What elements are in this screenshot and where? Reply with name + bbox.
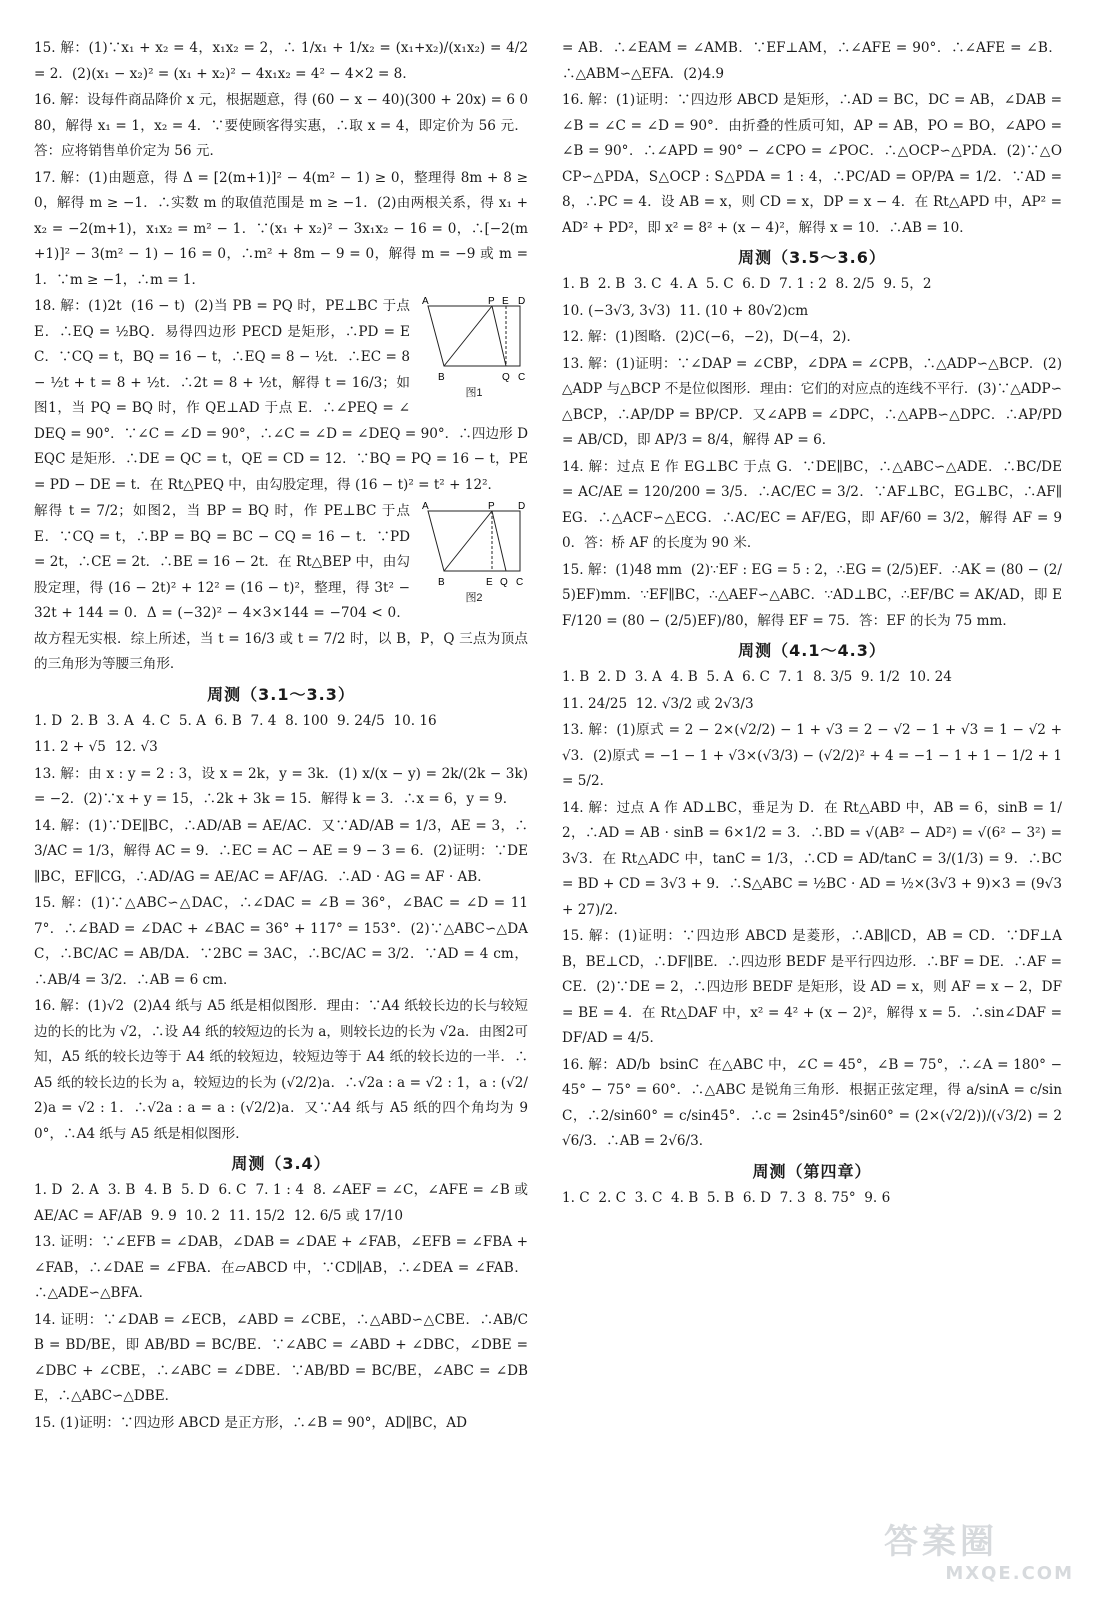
figure-group [420, 296, 528, 406]
figure-1-caption: 图1 [465, 387, 483, 399]
svg-text:B: B [438, 577, 445, 588]
site-watermark [884, 1514, 1074, 1592]
answer-4-1-13: 13. 解：(1)原式 = 2 − 2×(√2/2) − 1 + √3 = 2 − √2 − 1 + √3 = 1 − √2 + √3．(2)原式 = −1 − 1 + √3×(√3/3) − (√2/2)² + 4 = −1 − 1 + 1 − 1/2 + 1 = 5/2． [562, 722, 1067, 789]
answer-3-4-15: 15. (1)证明：∵四边形 ABCD 是正方形，∴∠B = 90°，AD∥BC，AD [34, 1414, 467, 1431]
fill-answers-3-5: 10. (−3√3, 3√3) 11. (10 + 80√2)cm [562, 302, 809, 319]
answer-3-5-12: 12. 解：(1)图略．(2)C(−6，−2)，D(−4，2)． [562, 329, 861, 345]
figure-2-caption: 图2 [465, 592, 483, 604]
figure-group-2 [420, 501, 528, 611]
answer-3-1-15: 15. 解：(1)∵△ABC∽△DAC，∴∠DAC = ∠B = 36°，∠BAC = ∠D = 117°．∴∠BAD = ∠DAC + ∠BAC = 36° + 117° = 153°．(2)∵△ABC∽△DAC，∴BC/AC = AB/DA．∵2BC = 3AC，∴BC/AC = 3/2．∵AD = 4 cm，∴AB/4 = 3/2．∴AB = 6 cm． [34, 895, 528, 988]
answer-3-4-13: 13. 证明：∵∠EFB = ∠DAB，∠DAB = ∠DAE + ∠FAB，∠EFB = ∠FBA + ∠FAB，∴∠DAE = ∠FBA．在▱ABCD 中，∵CD∥AB，∴∠DEA = ∠FAB．∴△ADE∽△BFA． [34, 1234, 533, 1301]
figure-1-diagram [420, 296, 528, 384]
fill-answers-4-1: 11. 24/25 12. √3/2 或 2√3/3 [562, 695, 754, 712]
svg-text:E: E [502, 296, 509, 307]
svg-text:P: P [488, 501, 495, 512]
answer-18-part-b: 解得 t = 7/2；如图2，当 BP = BQ 时，作 PE⊥BC 于点 E．∵CQ = t，∴BP = BQ = BC − CQ = 16 − t．∵PD = 2t，∴CE = 2t．∴BE = 16 − 2t．在 Rt△BEP 中，由勾股定理，得 (16 − 2t)² + 12² = (16 − t)²，整理，得 3t² − 32t + 144 = 0．Δ = (−32)² − 4×3×144 = −704 < 0．故方程无实根．综上所述，当 t = 16/3 或 t = 7/2 时，以 B，P，Q 三点为顶点的三角形为等腰三角形． [34, 503, 528, 672]
svg-text:A: A [422, 501, 429, 512]
svg-text:Q: Q [500, 577, 508, 588]
answer-3-4-15-continued: = AB．∴∠EAM = ∠AMB．∵EF⊥AM，∴∠AFE = 90°．∴∠AFE = ∠B．∴△ABM∽△EFA．(2)4.9 [562, 40, 1062, 82]
answer-4-1-16: 16. 解：AD/b bsinC 在△ABC 中，∠C = 45°，∠B = 75°，∴∠A = 180° − 45° − 75° = 60°．∴△ABC 是锐角三角形．根据正弦定理，得 a/sinA = c/sinC，∴2/sin60° = c/sin45°．∴c = 2sin45°/sin60° = (2×(√2/2))/(√3/2) = 2√6/3．∴AB = 2√6/3． [562, 1056, 1067, 1149]
watermark-logo-text: 答案圈 [884, 1522, 998, 1562]
watermark-url: MXQE.COM [945, 1563, 1074, 1584]
section-heading-3-1-3-3: 周测（3.1～3.3） [207, 684, 355, 704]
answer-3-1-13: 13. 解：由 x : y = 2 : 3，设 x = 2k，y = 3k．(1) x/(x − y) = 2k/(2k − 3k) = −2．(2)∵x + y = 15，∴2k + 3k = 15．解得 k = 3．∴x = 6，y = 9． [34, 765, 533, 807]
svg-text:C: C [516, 577, 524, 588]
choice-answers-3-4: 1. D 2. A 3. B 4. B 5. D 6. C 7. 1 : 4 8. ∠AEF = ∠C，∠AFE = ∠B 或 AE/AC = AF/AB 9. 9 10. 2 11. 15/2 12. 6/5 或 17/10 [34, 1182, 533, 1224]
choice-answers-chapter-4: 1. C 2. C 3. C 4. B 5. B 6. D 7. 3 8. 75° 9. 6 [562, 1189, 891, 1206]
answer-3-4-16: 16. 解：(1)证明：∵四边形 ABCD 是矩形，∴AD = BC，DC = AB，∠DAB = ∠B = ∠C = ∠D = 90°．由折叠的性质可知，AP = AB，PO = BO，∠APO = ∠B = 90°．∴∠APD = 90° − ∠CPO = ∠POC．∴△OCP∽△PDA．(2)∵△OCP∽△PDA，S△OCP : S△PDA = 1 : 4，∴PC/AD = OP/PA = 1/2．∵AD = 8，∴PC = 4．设 AB = x，则 CD = x，DP = x − 4．在 Rt△APD 中，AP² = AD² + PD²，即 x² = 8² + (x − 4)²，解得 x = 10．∴AB = 10． [562, 92, 1067, 236]
answer-3-4-14: 14. 证明：∵∠DAB = ∠ECB，∠ABD = ∠CBE，∴△ABD∽△CBE．∴AB/CB = BD/BE，即 AB/BD = BC/BE．∵∠ABC = ∠ABD + ∠DBC，∠DBE = ∠DBC + ∠CBE，∴∠ABC = ∠DBE．∵AB/BD = BC/BE，∠ABC = ∠DBE，∴△ABC∽△DBE． [34, 1311, 533, 1404]
answer-15: 15. 解：(1)∵x₁ + x₂ = 4，x₁x₂ = 2，∴ 1/x₁ + 1/x₂ = (x₁+x₂)/(x₁x₂) = 4/2 = 2．(2)(x₁ − x₂)² = (x₁ + x₂)² − 4x₁x₂ = 4² − 4×2 = 8． [34, 40, 533, 82]
answer-16: 16. 解：设每件商品降价 x 元，根据题意，得 (60 − x − 40)(300 + 20x) = 6 080，解得 x₁ = 1，x₂ = 4．∵要使顾客得实惠，∴取 x = 4，即定价为 56 元．答：应将销售单价定为 56 元． [34, 92, 528, 159]
answer-3-1-16: 16. 解：(1)√2 (2)A4 纸与 A5 纸是相似图形．理由：∵A4 纸较长边的长与较短边的长的比为 √2，∴设 A4 纸的较短边的长为 a，则较长边的长为 √2a．由图2可知，A5 纸的较长边等于 A4 纸的较短边，较短边等于 A4 纸的较长边的一半．∴A5 纸的较长边的长为 a，较短边的长为 (√2/2)a．∴√2a : a = √2 : 1，a : (√2/2)a = √2 : 1．∴√2a : a = a : (√2/2)a．又∵A4 纸与 A5 纸的四个角均为 90°，∴A4 纸与 A5 纸是相似图形． [34, 998, 528, 1142]
figure-2-diagram [420, 501, 528, 589]
svg-text:D: D [518, 296, 526, 307]
choice-answers-3-1: 1. D 2. B 3. A 4. C 5. A 6. B 7. 4 8. 100 9. 24/5 10. 16 [34, 712, 437, 729]
choice-answers-3-5: 1. B 2. B 3. C 4. A 5. C 6. D 7. 1 : 2 8. 2/5 9. 5，2 [562, 276, 932, 292]
section-heading-chapter-4: 周测（第四章） [752, 1161, 872, 1181]
answer-3-1-14: 14. 解：(1)∵DE∥BC，∴AD/AB = AE/AC．又∵AD/AB = 1/3，AE = 3，∴3/AC = 1/3，解得 AC = 9．∴EC = AC − AE = 9 − 3 = 6．(2)证明：∵DE∥BC，EF∥CG，∴AD/AG = AE/AC = AF/AG．∴AD · AG = AF · AB． [34, 817, 528, 885]
svg-text:C: C [518, 372, 526, 383]
svg-text:E: E [486, 577, 493, 588]
answer-3-5-14: 14. 解：过点 E 作 EG⊥BC 于点 G．∵DE∥BC，∴△ABC∽△ADE．∴BC/DE = AC/AE = 120/200 = 3/5．∴AC/EC = 3/2．∵AF⊥BC，EG⊥BC，∴AF∥EG．∴△ACF∽△ECG．∴AC/EC = AF/EG，即 AF/60 = 3/2，解得 AF = 90．答：桥 AF 的长度为 90 米． [562, 458, 1067, 551]
answer-17: 17. 解：(1)由题意，得 Δ = [2(m+1)]² − 4(m² − 1) ≥ 0，整理得 8m + 8 ≥ 0，解得 m ≥ −1．∴实数 m 的取值范围是 m ≥ −1．(2)由两根关系，得 x₁ + x₂ = −2(m+1)，x₁x₂ = m² − 1．∵(x₁ + x₂)² − 3x₁x₂ − 16 = 0，∴[−2(m+1)]² − 3(m² − 1) − 16 = 0，∴m² + 8m − 9 = 0，解得 m = −9 或 m = 1．∵m ≥ −1，∴m = 1． [34, 169, 533, 288]
svg-text:A: A [422, 296, 429, 307]
answer-4-1-15: 15. 解：(1)证明：∵四边形 ABCD 是菱形，∴AB∥CD，AB = CD．∵DF⊥AB，BE⊥CD，∴DF∥BE．∴四边形 BEDF 是平行四边形．∴BF = DE．∴AF = CE．(2)∵DE = 2，∴四边形 BEDF 是矩形，设 AD = x，则 AF = x − 2，DF = BE = 4．在 Rt△DAF 中，x² = 4² + (x − 2)²，解得 x = 5．∴sin∠DAF = DF/AD = 4/5． [562, 928, 1067, 1046]
fill-answers-3-1: 11. 2 + √5 12. √3 [34, 739, 158, 755]
section-heading-4-1-4-3: 周测（4.1～4.3） [738, 641, 886, 660]
choice-answers-4-1: 1. B 2. D 3. A 4. B 5. A 6. C 7. 1 8. 3/5 9. 1/2 10. 24 [562, 669, 952, 685]
svg-text:B: B [438, 372, 445, 383]
svg-text:D: D [518, 501, 526, 512]
answer-4-1-14: 14. 解：过点 A 作 AD⊥BC，垂足为 D．在 Rt△ABD 中，AB = 6，sinB = 1/2，∴AD = AB · sinB = 6×1/2 = 3．∴BD = √(AB² − AD²) = √(6² − 3²) = 3√3．在 Rt△ADC 中，tanC = 1/3，∴CD = AD/tanC = 3/(1/3) = 9．∴BC = BD + CD = 3√3 + 9．∴S△ABC = ½BC · AD = ½×(3√3 + 9)×3 = (9√3 + 27)/2． [562, 799, 1067, 918]
section-heading-3-5-3-6: 周测（3.5～3.6） [738, 248, 886, 267]
svg-text:Q: Q [502, 372, 510, 383]
right-column [562, 36, 1067, 1590]
answer-18-part-a: 18. 解：(1)2t (16 − t) (2)当 PB = PQ 时，PE⊥BC 于点 E．∴EQ = ½BQ．易得四边形 PECD 是矩形，∴PD = EC．∵CQ = t，BQ = 16 − t，∴EQ = 8 − ½t．∴EC = 8 − ½t + t = 8 + ½t．∴2t = 8 + ½t，解得 t = 16/3；如图1，当 PQ = BQ 时，作 QE⊥AD 于点 E．∴∠PEQ = ∠DEQ = 90°．∵∠C = ∠D = 90°，∴∠C = ∠D = ∠DEQ = 90°．∴四边形 DEQC 是矩形．∴DE = QC = t，QE = CD = 12．∵BQ = PQ = 16 − t，PE = PD − DE = t．在 Rt△PEQ 中，由勾股定理，得 (16 − t)² = t² + 12²． [34, 298, 533, 493]
answer-3-5-13: 13. 解：(1)证明：∵∠DAP = ∠CBP，∠DPA = ∠CPB，∴△ADP∽△BCP．(2)△ADP 与△BCP 不是位似图形．理由：它们的对应点的连线不平行．(3)∵△ADP∽△BCP，∴AP/DP = BP/CP．又∠APB = ∠DPC，∴△APB∽△DPC．∴AP/PD = AB/CD，即 AP/3 = 8/4，解得 AP = 6． [562, 355, 1067, 448]
answer-3-5-15: 15. 解：(1)48 mm (2)∵EF : EG = 5 : 2，∴EG = (2/5)EF．∴AK = (80 − (2/5)EF)mm．∵EF∥BC，∴△AEF∽△ABC．∵AD⊥BC，∴EF/BC = AK/AD，即 EF/120 = (80 − (2/5)EF)/80，解得 EF = 75．答：EF 的长为 75 mm． [562, 561, 1062, 629]
svg-text:P: P [488, 296, 495, 307]
section-heading-3-4: 周测（3.4） [231, 1154, 331, 1173]
left-column [34, 36, 533, 1590]
